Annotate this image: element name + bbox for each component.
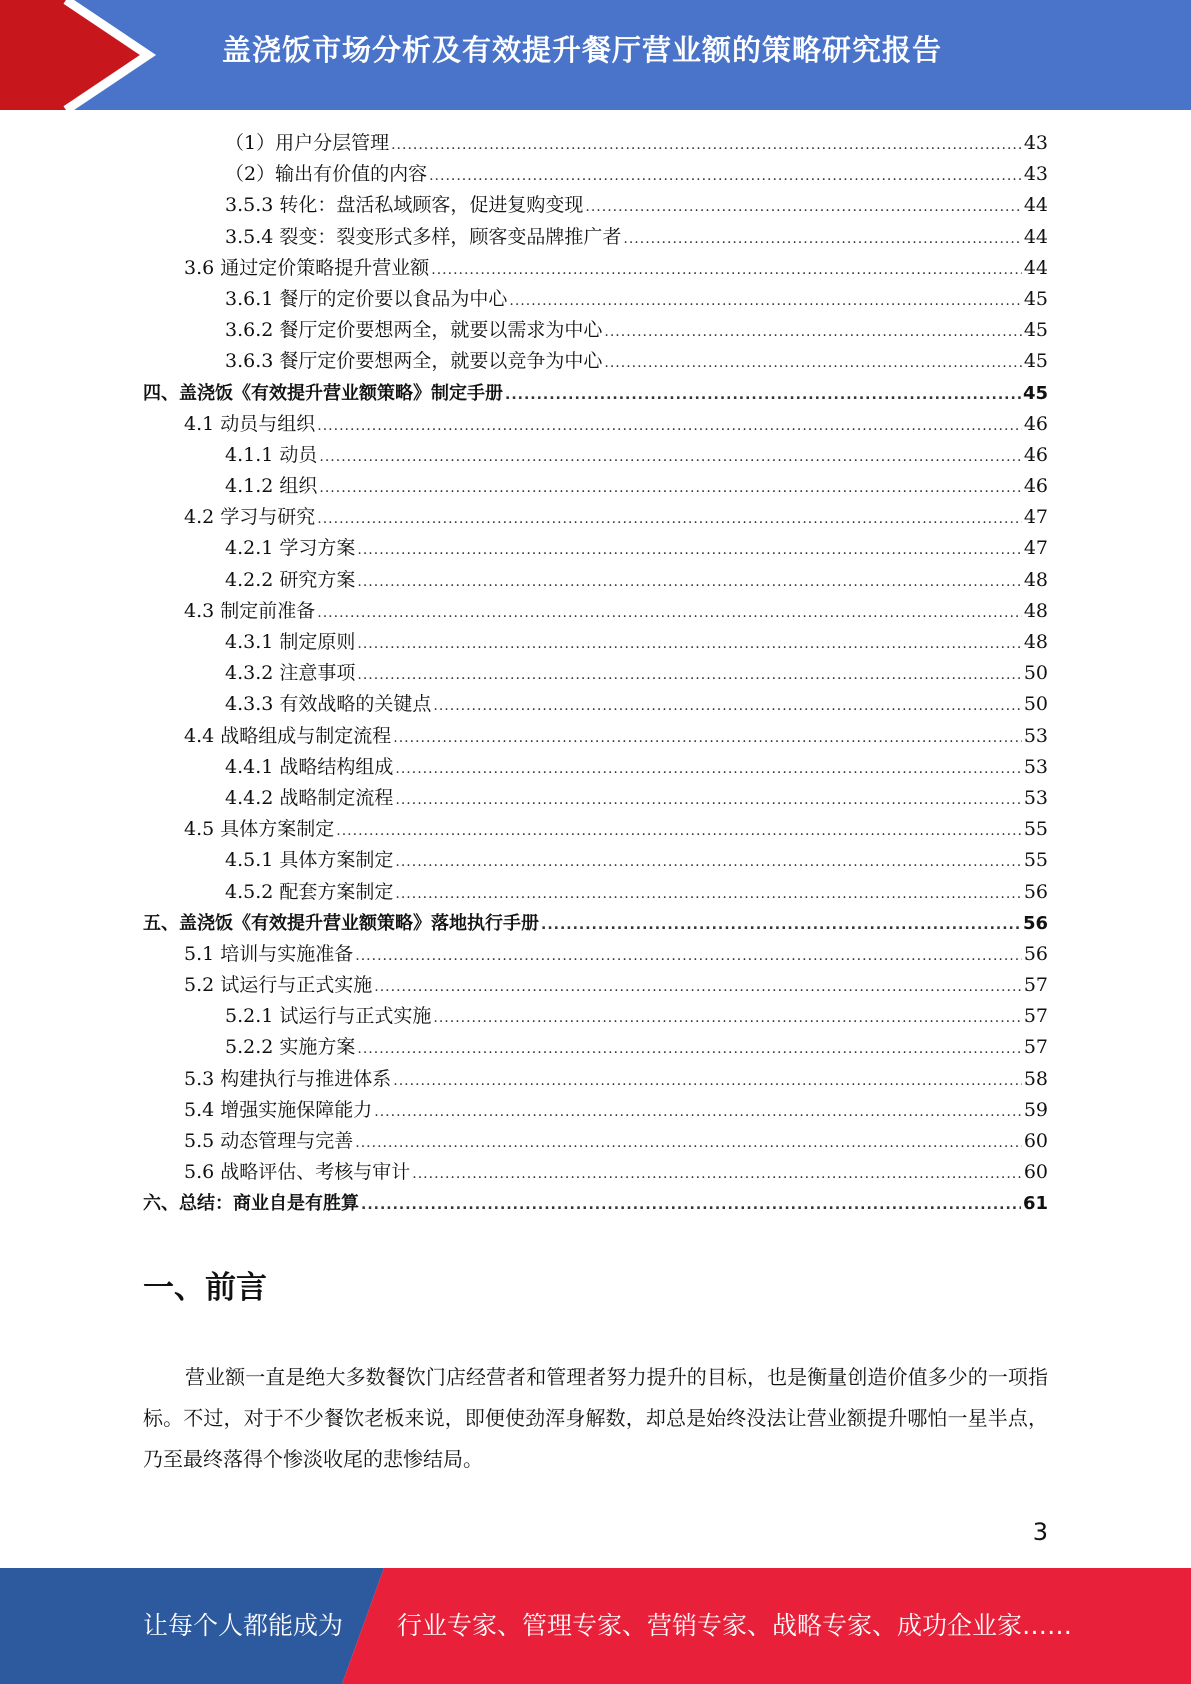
toc-dot-leader [357, 567, 1021, 598]
toc-entry[interactable] [143, 1095, 1048, 1126]
toc-dot-leader [355, 1128, 1022, 1159]
toc-entry-label: 5.2.1 试运行与正式实施 [225, 1005, 432, 1028]
toc-entry-page: 56 [1023, 880, 1048, 903]
toc-dot-leader [319, 442, 1021, 473]
toc-entry[interactable] [143, 440, 1048, 471]
toc-entry-label: 4.5.2 配套方案制定 [225, 880, 394, 903]
toc-entry-label: （2）输出有价值的内容 [225, 163, 428, 186]
toc-dot-leader [317, 504, 1022, 535]
toc-entry-page: 50 [1023, 693, 1048, 716]
toc-entry[interactable] [143, 565, 1048, 596]
toc-dot-leader [541, 910, 1021, 941]
toc-entry[interactable] [143, 689, 1048, 720]
toc-entry[interactable] [143, 346, 1048, 377]
toc-dot-leader [395, 785, 1021, 816]
toc-entry-label: 4.3.1 制定原则 [225, 631, 356, 653]
toc-entry-label: 5.2 试运行与正式实施 [184, 974, 373, 997]
table-of-contents [143, 128, 1048, 1220]
toc-entry-page: 48 [1023, 599, 1048, 622]
toc-entry[interactable] [143, 284, 1048, 315]
toc-entry[interactable] [143, 1032, 1048, 1063]
toc-dot-leader [317, 411, 1022, 442]
toc-entry-label: 六、总结：商业自是有胜算 [143, 1193, 359, 1215]
toc-entry-page: 56 [1023, 942, 1048, 965]
toc-entry-label: 4.4.2 战略制定流程 [225, 786, 394, 809]
toc-dot-leader [393, 1066, 1022, 1097]
toc-dot-leader [429, 161, 1022, 192]
toc-dot-leader [509, 286, 1021, 317]
toc-entry[interactable] [143, 627, 1048, 658]
toc-entry-page: 60 [1023, 1130, 1048, 1152]
section-heading: 一、前言 [143, 1270, 267, 1306]
toc-entry[interactable] [143, 128, 1048, 159]
toc-entry-page: 45 [1022, 382, 1048, 404]
toc-entry-label: 4.1 动员与组织 [184, 412, 316, 435]
toc-entry[interactable] [143, 471, 1048, 502]
page-footer [0, 1568, 1191, 1684]
toc-entry-label: 五、盖浇饭《有效提升营业额策略》落地执行手册 [143, 912, 539, 934]
toc-entry[interactable] [143, 939, 1048, 970]
toc-entry-label: 4.4 战略组成与制定流程 [184, 724, 392, 747]
toc-entry-page: 55 [1023, 818, 1048, 841]
toc-entry[interactable] [143, 159, 1048, 190]
toc-entry-page: 46 [1023, 412, 1048, 435]
toc-entry-label: （1）用户分层管理 [225, 132, 390, 154]
toc-entry-label: 4.2.1 学习方案 [225, 537, 356, 560]
toc-dot-leader [357, 629, 1021, 660]
toc-entry-page: 56 [1022, 912, 1048, 934]
toc-entry-page: 44 [1023, 256, 1048, 279]
toc-entry-page: 55 [1023, 849, 1048, 872]
toc-entry[interactable] [143, 378, 1048, 409]
toc-dot-leader [391, 130, 1022, 161]
toc-entry[interactable] [143, 253, 1048, 284]
toc-entry[interactable] [143, 1126, 1048, 1157]
toc-dot-leader [431, 255, 1022, 286]
toc-dot-leader [604, 317, 1021, 348]
toc-entry-label: 5.2.2 实施方案 [225, 1036, 356, 1059]
toc-entry[interactable] [143, 222, 1048, 253]
toc-entry-page: 53 [1023, 786, 1048, 809]
toc-entry[interactable] [143, 908, 1048, 939]
toc-entry-label: 5.1 培训与实施准备 [184, 942, 354, 965]
toc-entry[interactable] [143, 533, 1048, 564]
toc-dot-leader [433, 1003, 1021, 1034]
toc-entry[interactable] [143, 190, 1048, 221]
toc-entry-page: 47 [1023, 537, 1048, 560]
toc-entry-page: 48 [1023, 568, 1048, 591]
toc-entry-page: 44 [1023, 225, 1048, 248]
toc-entry[interactable] [143, 315, 1048, 346]
toc-entry-page: 57 [1023, 974, 1048, 997]
toc-entry[interactable] [143, 721, 1048, 752]
toc-entry-label: 4.3.2 注意事项 [225, 662, 356, 685]
toc-entry-label: 3.5.3 转化：盘活私域顾客，促进复购变现 [225, 194, 584, 217]
toc-entry-label: 3.5.4 裂变：裂变形式多样，顾客变品牌推广者 [225, 225, 622, 248]
toc-entry-label: 4.3.3 有效战略的关键点 [225, 693, 432, 716]
toc-entry[interactable] [143, 845, 1048, 876]
toc-dot-leader [357, 660, 1021, 691]
toc-entry-page: 47 [1023, 506, 1048, 529]
toc-entry-page: 46 [1023, 443, 1048, 466]
toc-entry-label: 4.2 学习与研究 [184, 506, 316, 529]
footer-slogan-right: 行业专家、管理专家、营销专家、战略专家、成功企业家…… [397, 1611, 1073, 1640]
toc-dot-leader [319, 473, 1021, 504]
toc-entry-page: 57 [1023, 1005, 1048, 1028]
toc-entry[interactable] [143, 1064, 1048, 1095]
toc-entry-label: 4.5 具体方案制定 [184, 818, 335, 841]
toc-entry-page: 50 [1023, 662, 1048, 685]
toc-dot-leader [374, 1097, 1022, 1128]
toc-entry[interactable] [143, 658, 1048, 689]
toc-entry-label: 4.1.1 动员 [225, 443, 318, 466]
toc-entry-page: 43 [1023, 132, 1048, 154]
toc-entry[interactable] [143, 752, 1048, 783]
toc-entry-page: 45 [1023, 350, 1048, 373]
toc-entry-page: 48 [1023, 631, 1048, 653]
toc-dot-leader [374, 972, 1022, 1003]
toc-entry[interactable] [143, 877, 1048, 908]
body-paragraph: 营业额一直是绝大多数餐饮门店经营者和管理者努力提升的目标，也是衡量创造价值多少的一项指标。不过，对于不少餐饮老板来说，即便使劲浑身解数，却总是始终没法让营业额提升哪怕一星半点，乃至最终落得个惨淡收尾的悲惨结局。 [143, 1365, 1048, 1471]
toc-entry-label: 4.4.1 战略结构组成 [225, 755, 394, 778]
footer-slogan-left: 让每个人都能成为 [143, 1611, 344, 1640]
toc-dot-leader [357, 1034, 1021, 1065]
toc-entry-page: 58 [1023, 1067, 1048, 1090]
toc-entry[interactable] [143, 596, 1048, 627]
toc-entry-page: 45 [1023, 287, 1048, 310]
toc-dot-leader [433, 691, 1021, 722]
toc-dot-leader [623, 224, 1021, 255]
toc-dot-leader [412, 1159, 1022, 1190]
toc-entry[interactable] [143, 970, 1048, 1001]
toc-dot-leader [357, 535, 1021, 566]
toc-entry-page: 44 [1023, 194, 1048, 217]
page-number: 3 [1032, 1518, 1048, 1546]
toc-entry[interactable] [143, 1188, 1048, 1219]
toc-entry[interactable] [143, 1001, 1048, 1032]
toc-entry-label: 4.2.2 研究方案 [225, 568, 356, 591]
toc-entry-page: 60 [1023, 1161, 1048, 1184]
toc-entry-page: 61 [1022, 1193, 1048, 1215]
toc-dot-leader [336, 816, 1022, 847]
toc-entry-page: 46 [1023, 475, 1048, 498]
toc-entry-label: 4.5.1 具体方案制定 [225, 849, 394, 872]
toc-entry-page: 43 [1023, 163, 1048, 186]
toc-entry-label: 5.3 构建执行与推进体系 [184, 1067, 392, 1090]
toc-entry-label: 3.6 通过定价策略提升营业额 [184, 256, 430, 279]
toc-entry-page: 45 [1023, 319, 1048, 342]
toc-entry-label: 5.4 增强实施保障能力 [184, 1098, 373, 1121]
toc-entry[interactable] [143, 409, 1048, 440]
toc-dot-leader [505, 380, 1021, 411]
toc-dot-leader [361, 1190, 1021, 1221]
toc-entry-label: 5.5 动态管理与完善 [184, 1130, 354, 1152]
toc-dot-leader [395, 879, 1021, 910]
toc-entry[interactable] [143, 814, 1048, 845]
toc-entry[interactable] [143, 1157, 1048, 1188]
toc-entry-page: 57 [1023, 1036, 1048, 1059]
toc-entry-label: 3.6.1 餐厅的定价要以食品为中心 [225, 287, 508, 310]
toc-entry-label: 5.6 战略评估、考核与审计 [184, 1161, 411, 1184]
page-header [0, 0, 1191, 110]
toc-dot-leader [604, 348, 1021, 379]
toc-entry-label: 4.1.2 组织 [225, 475, 318, 498]
toc-dot-leader [317, 598, 1022, 629]
toc-dot-leader [395, 754, 1021, 785]
toc-dot-leader [585, 192, 1021, 223]
toc-entry-page: 59 [1023, 1098, 1048, 1121]
toc-dot-leader [393, 723, 1022, 754]
toc-dot-leader [395, 847, 1021, 878]
toc-entry[interactable] [143, 502, 1048, 533]
toc-entry-label: 四、盖浇饭《有效提升营业额策略》制定手册 [143, 382, 503, 404]
toc-entry[interactable] [143, 783, 1048, 814]
toc-entry-label: 3.6.3 餐厅定价要想两全，就要以竞争为中心 [225, 350, 603, 373]
toc-entry-label: 3.6.2 餐厅定价要想两全，就要以需求为中心 [225, 319, 603, 342]
toc-entry-page: 53 [1023, 724, 1048, 747]
toc-entry-label: 4.3 制定前准备 [184, 599, 316, 622]
toc-dot-leader [355, 941, 1022, 972]
report-title: 盖浇饭市场分析及有效提升餐厅营业额的策略研究报告 [222, 33, 943, 67]
toc-entry-page: 53 [1023, 755, 1048, 778]
